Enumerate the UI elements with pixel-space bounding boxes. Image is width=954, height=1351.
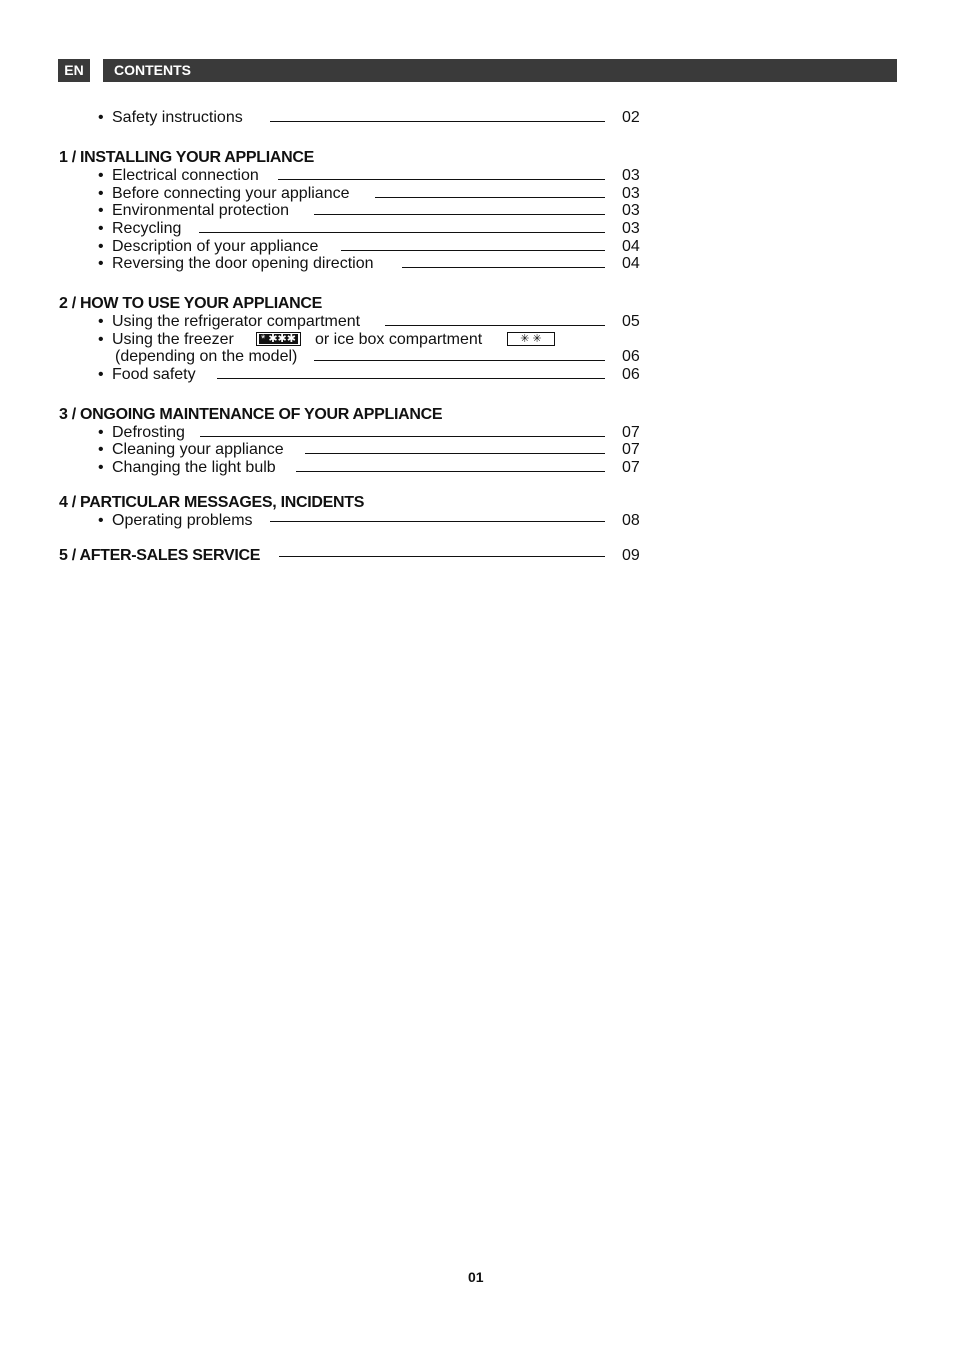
bullet: •	[98, 459, 104, 476]
dot-leader	[375, 197, 605, 198]
language-tab: EN	[58, 59, 90, 82]
bullet: •	[98, 167, 104, 184]
bullet: •	[98, 202, 104, 219]
toc-entry-label-b: or ice box compartment	[315, 331, 483, 348]
section-heading-installing[interactable]: 1 / INSTALLING YOUR APPLIANCE	[59, 149, 315, 166]
toc-entry-label: Environmental protection	[112, 202, 289, 219]
page-number: 01	[468, 1269, 484, 1285]
bullet: •	[98, 313, 104, 330]
toc-page-number: 03	[622, 202, 640, 219]
toc-entry-freezer[interactable]	[0, 331, 954, 349]
toc-page-number: 03	[622, 185, 640, 202]
toc-entry[interactable]	[0, 202, 954, 220]
bullet: •	[98, 238, 104, 255]
toc-entry[interactable]	[0, 167, 954, 185]
toc-entry[interactable]	[0, 424, 954, 442]
dot-leader	[296, 471, 605, 472]
toc-page-number: 07	[622, 459, 640, 476]
bullet: •	[98, 255, 104, 272]
bullet: •	[98, 424, 104, 441]
freezer-star-icon: * ✱✱✱	[256, 332, 301, 346]
toc-entry-label: Changing the light bulb	[112, 459, 276, 476]
toc-page-number: 09	[622, 547, 640, 564]
toc-entry-continuation[interactable]	[0, 348, 954, 366]
dot-leader	[270, 121, 605, 122]
toc-entry[interactable]	[0, 185, 954, 203]
section-heading-messages[interactable]: 4 / PARTICULAR MESSAGES, INCIDENTS	[59, 494, 365, 511]
bullet: •	[98, 109, 104, 126]
toc-entry[interactable]	[0, 366, 954, 384]
toc-page-number: 04	[622, 255, 640, 272]
dot-leader	[278, 179, 605, 180]
toc-entry-after-sales[interactable]	[0, 547, 954, 565]
toc-entry-label: Before connecting your appliance	[112, 185, 350, 202]
toc-entry-safety[interactable]	[0, 109, 954, 127]
dot-leader	[279, 556, 605, 557]
toc-entry[interactable]	[0, 313, 954, 331]
bullet: •	[98, 366, 104, 383]
toc-page-number: 06	[622, 348, 640, 365]
bullet: •	[98, 185, 104, 202]
toc-entry-label: Using the refrigerator compartment	[112, 313, 361, 330]
toc-page-number: 03	[622, 167, 640, 184]
toc-entry-label: Defrosting	[112, 424, 185, 441]
section-heading-how-to-use[interactable]: 2 / HOW TO USE YOUR APPLIANCE	[59, 295, 323, 312]
bullet: •	[98, 220, 104, 237]
page-header	[58, 59, 897, 82]
toc-page-number: 02	[622, 109, 640, 126]
dot-leader	[200, 436, 605, 437]
dot-leader	[199, 232, 605, 233]
bullet: •	[98, 441, 104, 458]
dot-leader	[314, 214, 605, 215]
toc-entry-label: Description of your appliance	[112, 238, 319, 255]
toc-page-number: 04	[622, 238, 640, 255]
bullet: •	[98, 331, 104, 348]
section-heading-after-sales: 5 / AFTER-SALES SERVICE	[59, 547, 261, 564]
contents-title: CONTENTS	[103, 59, 897, 82]
dot-leader	[217, 378, 605, 379]
bullet: •	[98, 512, 104, 529]
dot-leader	[314, 360, 605, 361]
dot-leader	[305, 453, 605, 454]
toc-entry-label: Safety instructions	[112, 109, 243, 126]
icebox-star-icon: ✳ ✳	[507, 332, 555, 346]
dot-leader	[341, 250, 605, 251]
toc-entry[interactable]	[0, 220, 954, 238]
toc-entry[interactable]	[0, 441, 954, 459]
toc-entry-label: Operating problems	[112, 512, 253, 529]
dot-leader	[270, 521, 605, 522]
toc-entry[interactable]	[0, 238, 954, 256]
toc-page-number: 06	[622, 366, 640, 383]
toc-page-number: 03	[622, 220, 640, 237]
toc-page-number: 08	[622, 512, 640, 529]
toc-entry-label: Food safety	[112, 366, 196, 383]
toc-page-number: 05	[622, 313, 640, 330]
toc-entry-label: Recycling	[112, 220, 182, 237]
section-heading-maintenance[interactable]: 3 / ONGOING MAINTENANCE OF YOUR APPLIANCE	[59, 406, 443, 423]
dot-leader	[385, 325, 605, 326]
toc-entry-label: Using the freezer	[112, 331, 234, 348]
toc-entry[interactable]	[0, 255, 954, 273]
toc-page-number: 07	[622, 441, 640, 458]
toc-entry-label: Reversing the door opening direction	[112, 255, 374, 272]
toc-entry[interactable]	[0, 459, 954, 477]
toc-page-number: 07	[622, 424, 640, 441]
toc-entry-label: (depending on the model)	[115, 348, 298, 365]
toc-entry-label: Cleaning your appliance	[112, 441, 284, 458]
toc-entry[interactable]	[0, 512, 954, 530]
toc-entry-label: Electrical connection	[112, 167, 259, 184]
dot-leader	[402, 267, 605, 268]
